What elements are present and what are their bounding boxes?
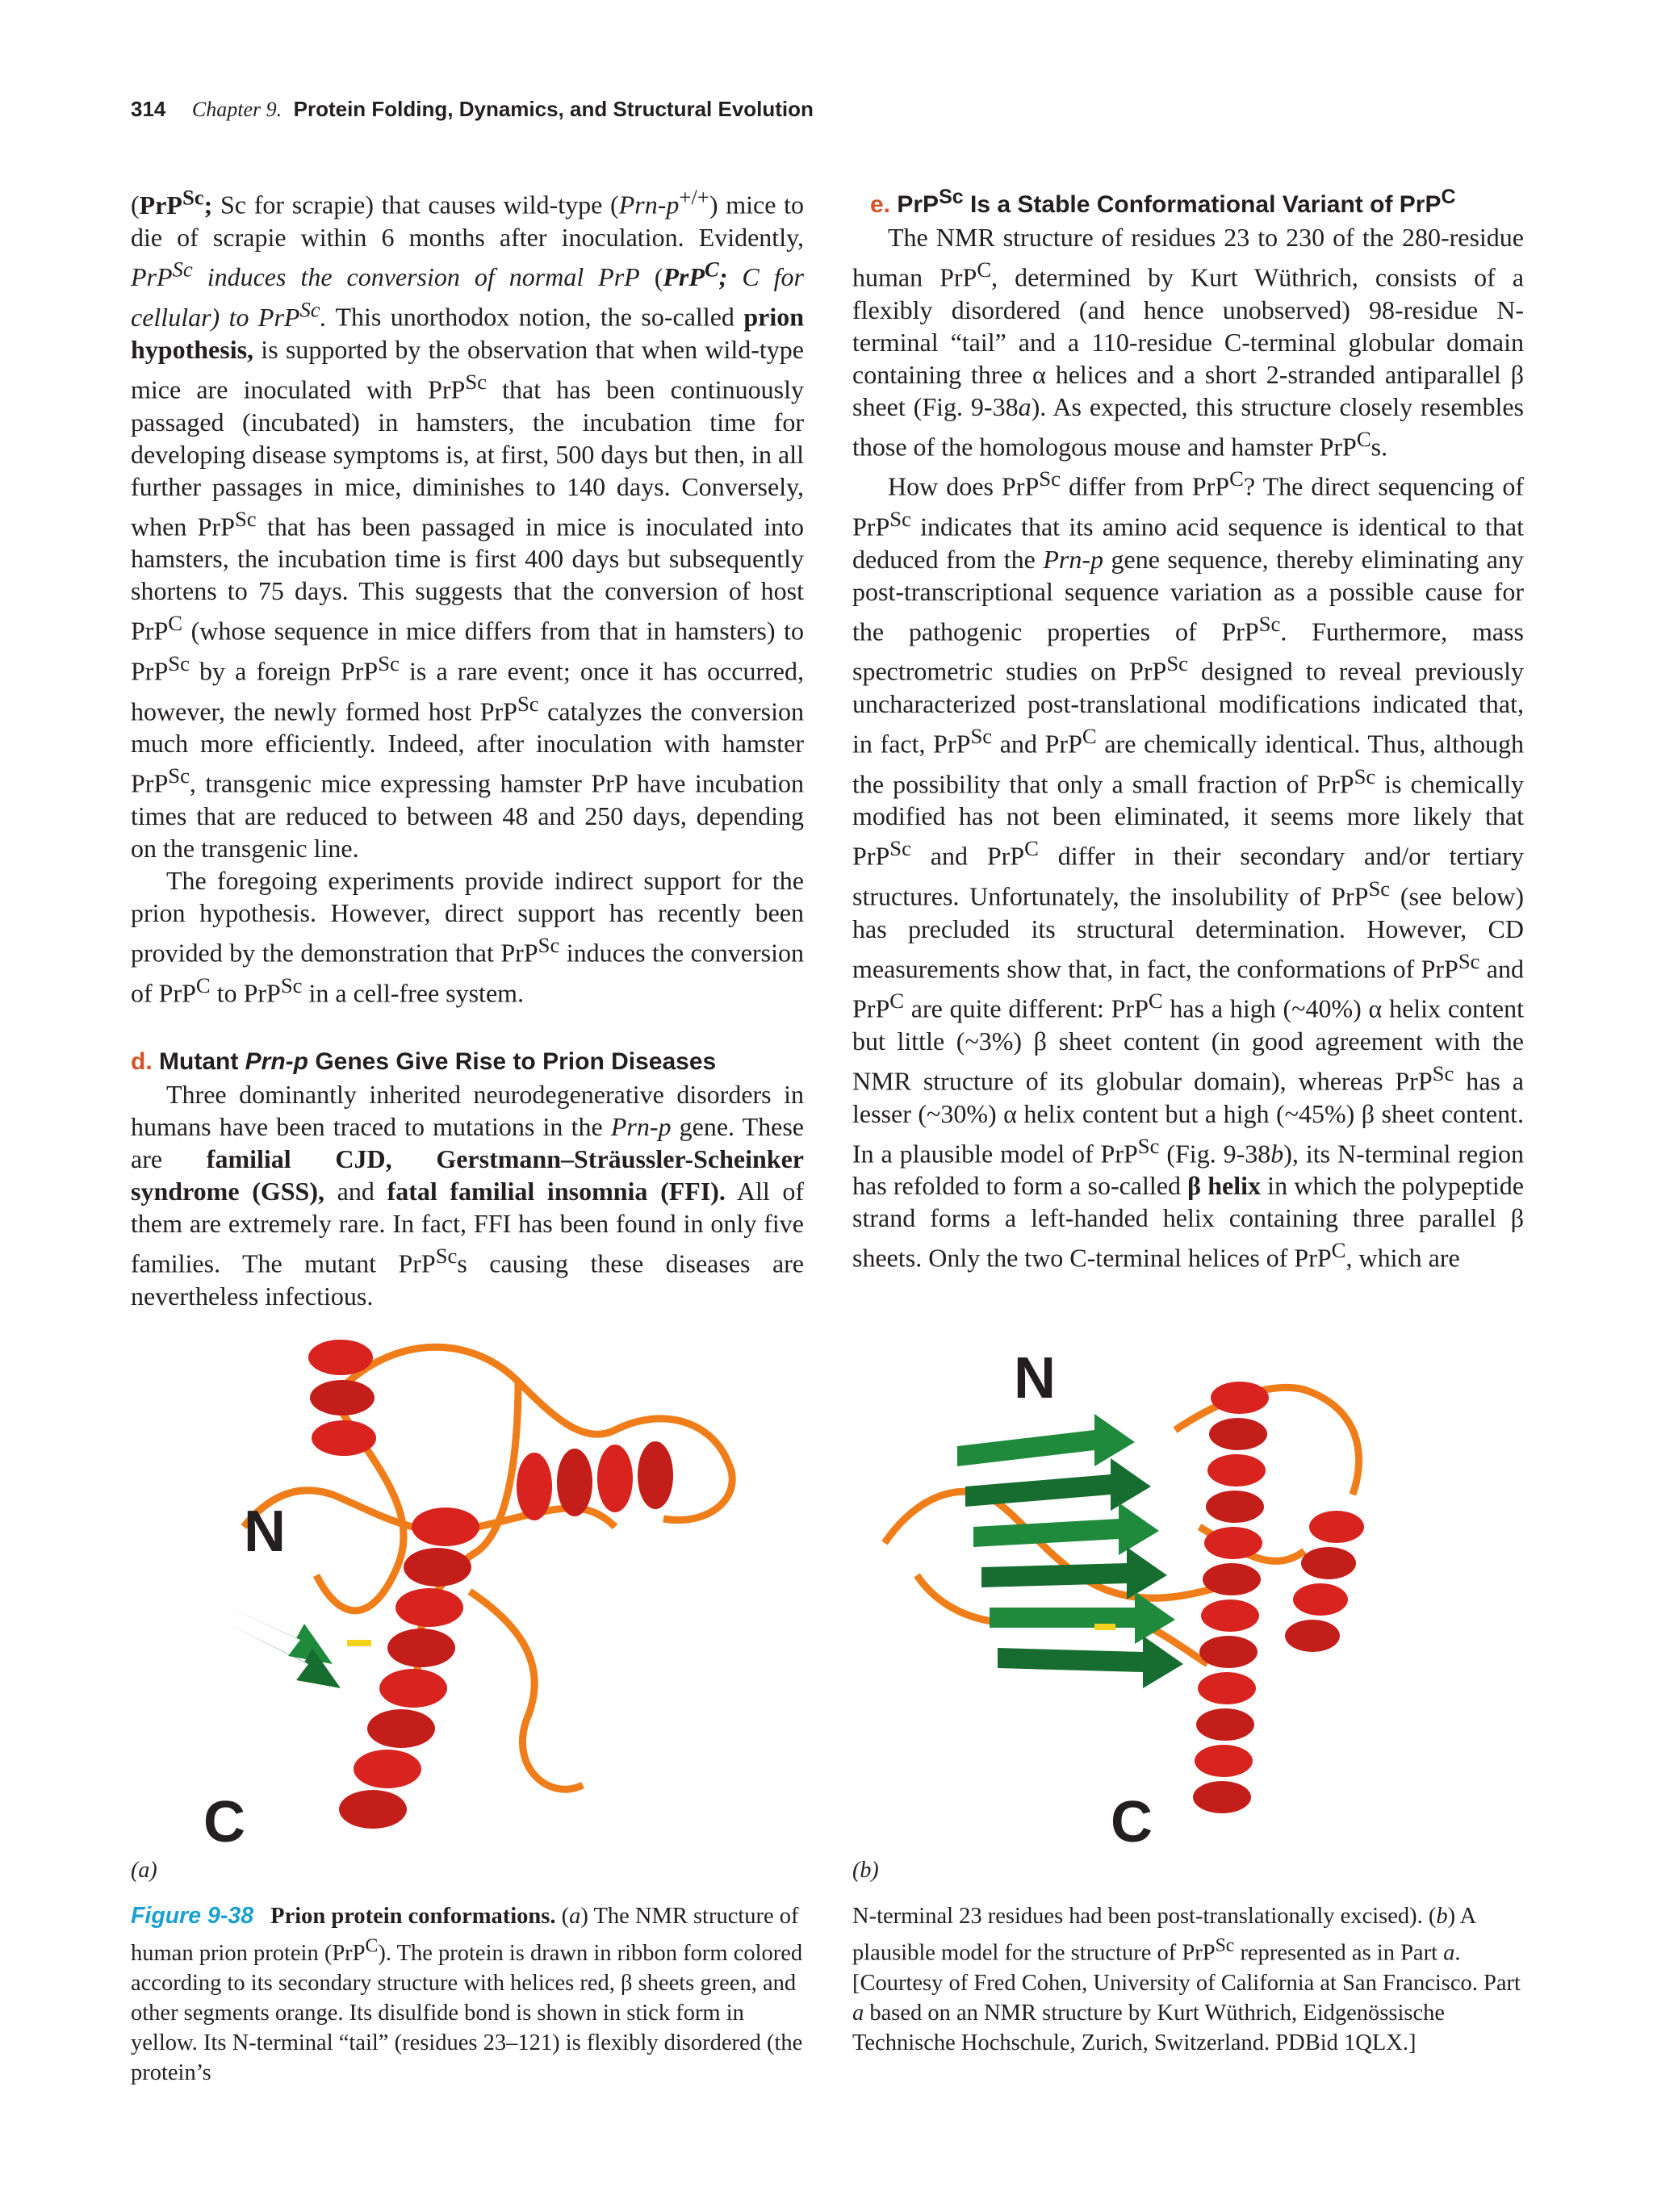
section-e-letter: e. — [870, 191, 891, 218]
panel-b-prpsc-model — [852, 1285, 1530, 1866]
beta-sheet — [211, 1599, 341, 1688]
helix-3 — [339, 1507, 479, 1829]
prpsc-ribbon-illustration — [852, 1285, 1530, 1866]
section-e-heading — [870, 181, 1524, 221]
running-head — [131, 97, 814, 122]
panel-b-label: (b) — [852, 1858, 879, 1883]
section-d-letter: d. — [131, 1048, 153, 1076]
caption-right-body: N-terminal 23 residues had been post-translationally excised). (b) A plausible model for the structure of PrP$^{Sc}$ represented as in Part a. [Courtesy of Fred Cohen, University of California at San Francisco. Part a based on an NMR structure by Kurt Wüthrich, Eidgenössische Technische Hochschule, Zurich, Switzerland. PDBid 1QLX.] — [852, 1904, 1521, 2055]
left-paragraph-3: Three dominantly inherited neurodegenerative disorders in humans have been traced to mutations in the Prn-p gene. These are familial CJD, Gerstmann–Sträussler-Scheinker syndrome (GSS), and fatal familial insomnia (FFI). All of them are extremely rare. In fact, FFI has been found in only five families. The mutant PrP$^{Sc}$s causing these diseases are nevertheless infectious. — [131, 1080, 805, 1311]
disulfide-bond — [347, 1640, 371, 1646]
n-terminus-label: N — [1014, 1346, 1056, 1411]
section-d-heading — [131, 1046, 804, 1078]
helix-1 — [1193, 1382, 1269, 1813]
coil-segment — [1175, 1387, 1359, 1495]
figure-title: Prion protein conformations. — [270, 1904, 556, 1929]
figure-9-38 — [131, 1285, 1524, 1898]
left-paragraph-2: The foregoing experiments provide indirect support for the prion hypothesis. However, direct support has recently been provided by the demonstration that PrP$^{Sc}$ induces the conversion of PrP$^C$ to PrP$^{Sc}$ in a cell-free system. — [131, 865, 805, 1008]
helix-1 — [308, 1340, 376, 1456]
n-terminus-label: N — [244, 1499, 286, 1564]
figure-caption-left — [131, 1901, 804, 2088]
right-column — [852, 181, 1524, 1274]
panel-a-label: (a) — [131, 1858, 157, 1883]
left-column — [131, 181, 804, 1312]
right-paragraph-2: How does PrP$^{Sc}$ differ from PrP$^C$? The direct sequencing of PrP$^{Sc}$ indicates that its amino acid sequence is identical to that deduced from the Prn-p gene sequence, thereby eliminating any post-transcriptional sequence variation as a possible cause for the pathogenic properties of PrP$^{Sc}$. Furthermore, mass spectrometric studies on PrP$^{Sc}$ designed to reveal previously uncharacterized post-translational modifications indicated that, in fact, PrP$^{Sc}$ and PrP$^C$ are chemically identical. Thus, although the possibility that only a small fraction of PrP$^{Sc}$ is chemically modified has not been eliminated, it seems more likely that PrP$^{Sc}$ and PrP$^C$ differ in their secondary and/or tertiary structures. Unfortunately, the insolubility of PrP$^{Sc}$ (see below) has precluded its structural determination. However, CD measurements show that, in fact, the conformations of PrP$^{Sc}$ and PrP$^C$ are quite different: PrP$^C$ has a high (~40%) α helix content but little (~3%) β sheet content (in good agreement with the NMR structure of its globular domain), whereas PrP$^{Sc}$ has a lesser (~30%) α helix content but a high (~45%) β sheet content. In a plausible model of PrP$^{Sc}$ (Fig. 9-38b), its N-terminal region has refolded to form a so-called β helix in which the polypeptide strand forms a left-handed helix containing three parallel β sheets. Only the two C-terminal helices of PrP$^C$, which are — [852, 466, 1525, 1273]
c-terminus-label: C — [203, 1790, 245, 1854]
chapter-title: Protein Folding, Dynamics, and Structural Evolution — [293, 97, 814, 121]
caption-left-body: (a) The NMR structure of human prion protein (PrP$^C$). The protein is drawn in ribbon form colored according to its secondary structure with helices red, β sheets green, and other segments orange. Its disulfide bond is shown in stick form in yellow. Its N-terminal “tail” (residues 23–121) is flexibly disordered (the protein’s — [131, 1904, 803, 2085]
chapter-label: Chapter 9. — [191, 98, 282, 121]
section-e-title: PrP$^{Sc}$ Is a Stable Conformational Variant of PrP$^C$ — [897, 186, 1456, 218]
disulfide-bond — [1094, 1624, 1115, 1630]
caption-left-text — [131, 1901, 804, 2088]
section-d-title: Mutant Prn-p Genes Give Rise to Prion Diseases — [159, 1048, 717, 1076]
figure-number: Figure 9-38 — [131, 1903, 254, 1929]
c-terminus-label: C — [1111, 1790, 1153, 1854]
helix-2 — [1285, 1511, 1364, 1652]
right-paragraph-1: The NMR structure of residues 23 to 230 of the 280-residue human PrP$^C$, determined by Kurt Wüthrich, consists of a flexibly disordered (and hence unobserved) 98-residue N-terminal “tail” and a 110-residue C-terminal globular domain containing three α helices and a short 2-stranded antiparallel β sheet (Fig. 9-38a). As expected, this structure closely resembles those of the homologous mouse and hamster PrP$^C$s. — [852, 223, 1525, 462]
beta-helix — [957, 1414, 1183, 1688]
helix-2 — [517, 1441, 673, 1520]
page-number: 314 — [131, 97, 166, 121]
figure-caption-right — [852, 1901, 1524, 2058]
left-paragraph-1: (PrP$^{Sc}$; Sc for scrapie) that causes wild-type (Prn-p+/+) mice to die of scrapie within 6 months after inoculation. Evidently, PrP$^{Sc}$ induces the conversion of normal PrP (PrP$^C$; C for cellular) to PrP$^{Sc}$. This unorthodox notion, the so-called prion hypothesis, is supported by the observation that when wild-type mice are inoculated with PrP$^{Sc}$ that has been continuously passaged (incubated) in hamsters, the incubation time for developing disease symptoms is, at first, 500 days but then, in all further passages in mice, diminishes to 140 days. Conversely, when PrP$^{Sc}$ that has been passaged in mice is inoculated into hamsters, the incubation time is first 400 days but subsequently shortens to 75 days. This suggests that the conversion of host PrP$^C$ (whose sequence in mice differs from that in hamsters) to PrP$^{Sc}$ by a foreign PrP$^{Sc}$ is a rare event; once it has occurred, however, the newly formed host PrP$^{Sc}$ catalyzes the conversion much more efficiently. Indeed, after inoculation with hamster PrP$^{Sc}$, transgenic mice expressing hamster PrP have incubation times that are reduced to between 48 and 250 days, depending on the transgenic line. — [131, 185, 805, 863]
prpc-ribbon-illustration — [131, 1285, 809, 1866]
coil-segment — [470, 1591, 583, 1789]
panel-a-prpc-structure — [131, 1285, 809, 1866]
